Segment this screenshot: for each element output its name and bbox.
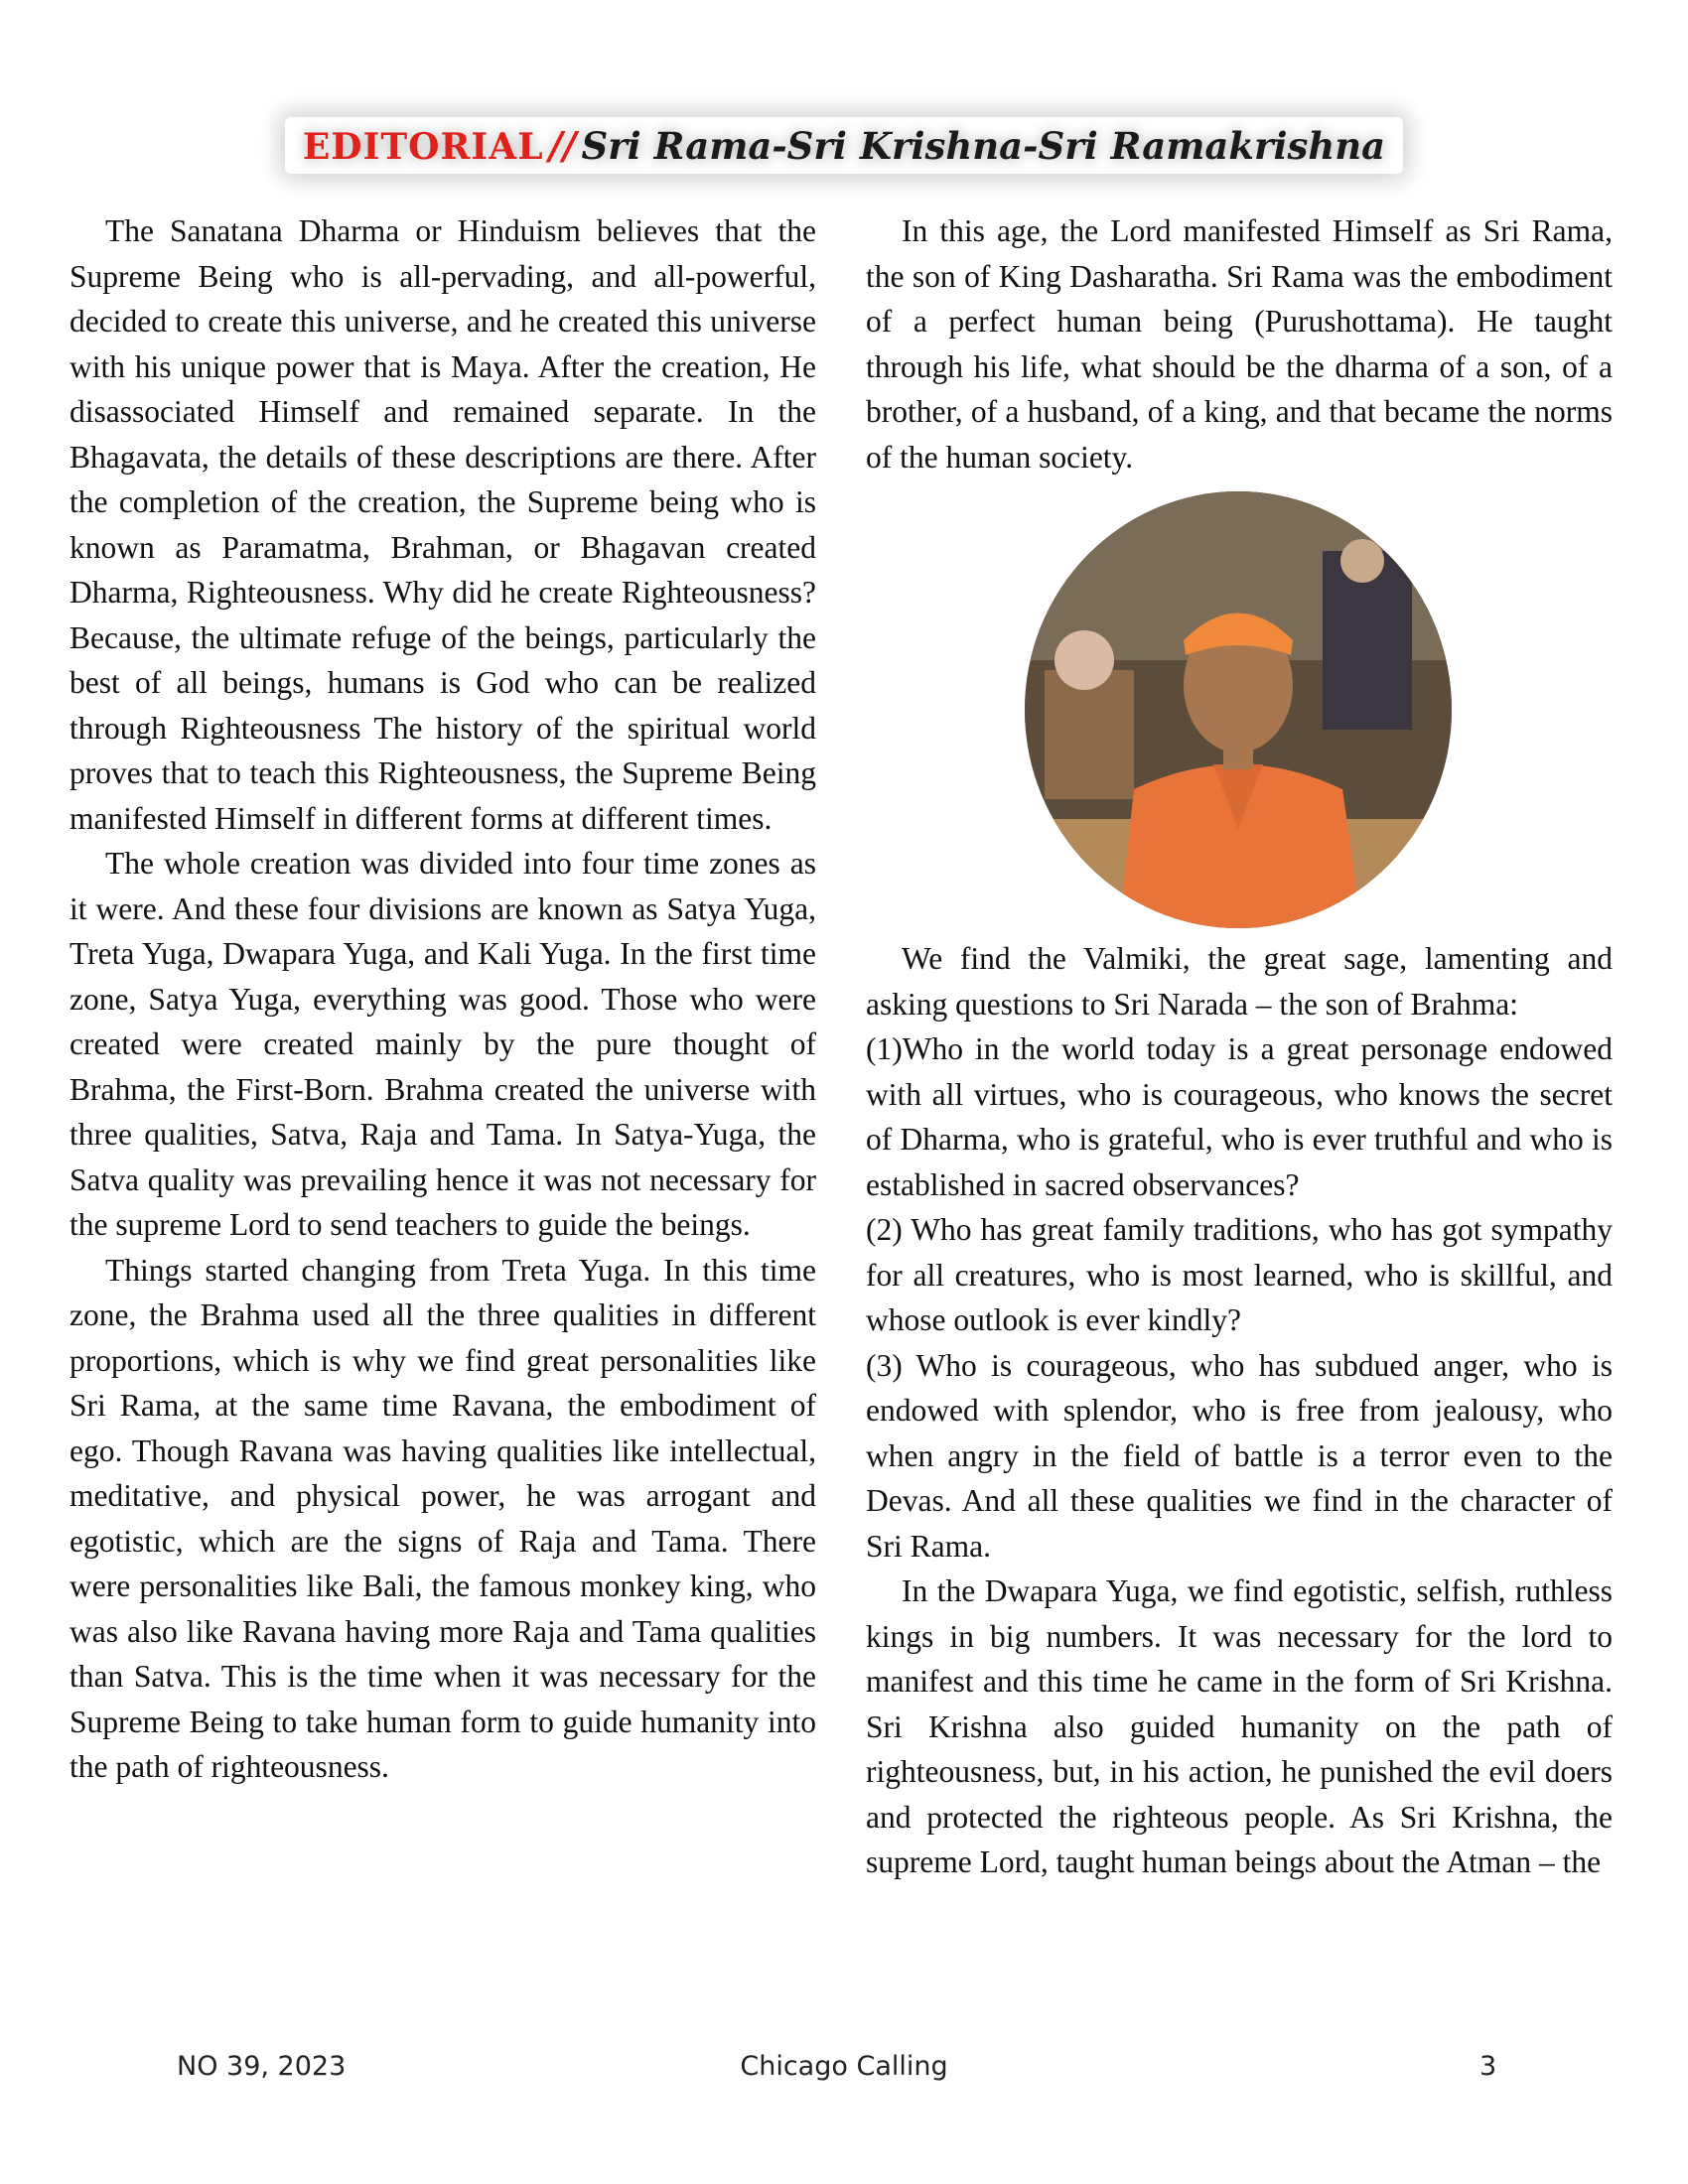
editorial-label: EDITORIAL xyxy=(302,126,544,168)
paragraph-valmiki: We find the Valmiki, the great sage, lamenting and asking questions to Sri Narada – the son of Brahma: xyxy=(866,941,1613,1022)
footer-issue: NO 39, 2023 xyxy=(177,2051,347,2082)
portrait-illustration xyxy=(1025,491,1452,928)
portrait-photo-area xyxy=(866,479,1613,936)
footer-page-number: 3 xyxy=(1479,2051,1497,2082)
editorial-header xyxy=(0,117,1688,174)
right-column xyxy=(866,208,1613,1885)
portrait-photo xyxy=(1025,491,1452,928)
header-separator: // xyxy=(548,123,577,168)
question-two: (2) Who has great family traditions, who has got sympathy for all creatures, who is most learned, who is skillful, and whose outlook is ever kindly? xyxy=(866,1212,1613,1337)
header-banner xyxy=(285,117,1403,174)
footer-publication: Chicago Calling xyxy=(740,2051,948,2082)
left-column xyxy=(70,208,816,1790)
paragraph-dwapara-yuga: In the Dwapara Yuga, we find egotistic, selfish, ruthless kings in big numbers. It was necessary for the lord to manifest and this time he came in the form of Sri Krishna. Sri Krishna also guided humanity on the path of righteousness, but, in his action, he punished the evil doers and protected the righteous people. As Sri Krishna, the supreme Lord, taught human beings about the Atman – the xyxy=(866,1573,1613,1879)
question-three: (3) Who is courageous, who has subdued anger, who is endowed with splendor, who is free from jealousy, who when angry in the field of battle is a terror even to the Devas. And all these qualities we find in the character of Sri Rama. xyxy=(866,1347,1613,1564)
paragraph-sri-rama: In this age, the Lord manifested Himself as Sri Rama, the son of King Dasharatha. Sri Rama was the embodiment of a perfect human being (Purushottama). He taught through his life, what should be the dharma of a son, of a brother, of a husband, of a king, and that became the norms of the human society. xyxy=(866,213,1613,475)
editorial-title: Sri Rama-Sri Krishna-Sri Ramakrishna xyxy=(581,124,1386,168)
paragraph-treta-yuga: Things started changing from Treta Yuga. In this time zone, the Brahma used all the three qualities in different proportions, which is why we find great personalities like Sri Rama, at the same time Ravana, the embodiment of ego. Though Ravana was having qualities like intellectual, meditative, and physical power, he was arrogant and egotistic, which are the signs of Raja and Tama. There were personalities like Bali, the famous monkey king, who was also like Ravana having more Raja and Tama qualities than Satva. This is the time when it was necessary for the Supreme Being to take human form to guide humanity into the path of righteousness. xyxy=(70,1252,816,1784)
question-one: (1)Who in the world today is a great personage endowed with all virtues, who is courageous, who knows the secret of Dharma, who is grateful, who is ever truthful and who is established in sacred observances? xyxy=(866,1031,1613,1202)
paragraph-creation: The Sanatana Dharma or Hinduism believes that the Supreme Being who is all-pervading, and all-powerful, decided to create this universe, and he created this universe with his unique power that is Maya. After the creation, He disassociated Himself and remained separate. In the Bhagavata, the details of these descriptions are there. After the completion of the creation, the Supreme being who is known as Paramatma, Brahman, or Bhagavan created Dharma, Righteousness. Why did he create Righteousness? Because, the ultimate refuge of the beings, particularly the best of all beings, humans is God who can be realized through Righteousness The history of the spiritual world proves that to teach this Righteousness, the Supreme Being manifested Himself in different forms at different times. xyxy=(70,213,816,836)
paragraph-four-yugas: The whole creation was divided into four time zones as it were. And these four divisions are known as Satya Yuga, Treta Yuga, Dwapara Yuga, and Kali Yuga. In the first time zone, Satya Yuga, everything was good. Those who were created were created mainly by the pure thought of Brahma, the First-Born. Brahma created the universe with three qualities, Satva, Raja and Tama. In Satya-Yuga, the Satva quality was prevailing hence it was not necessary for the supreme Lord to send teachers to guide the beings. xyxy=(70,846,816,1242)
